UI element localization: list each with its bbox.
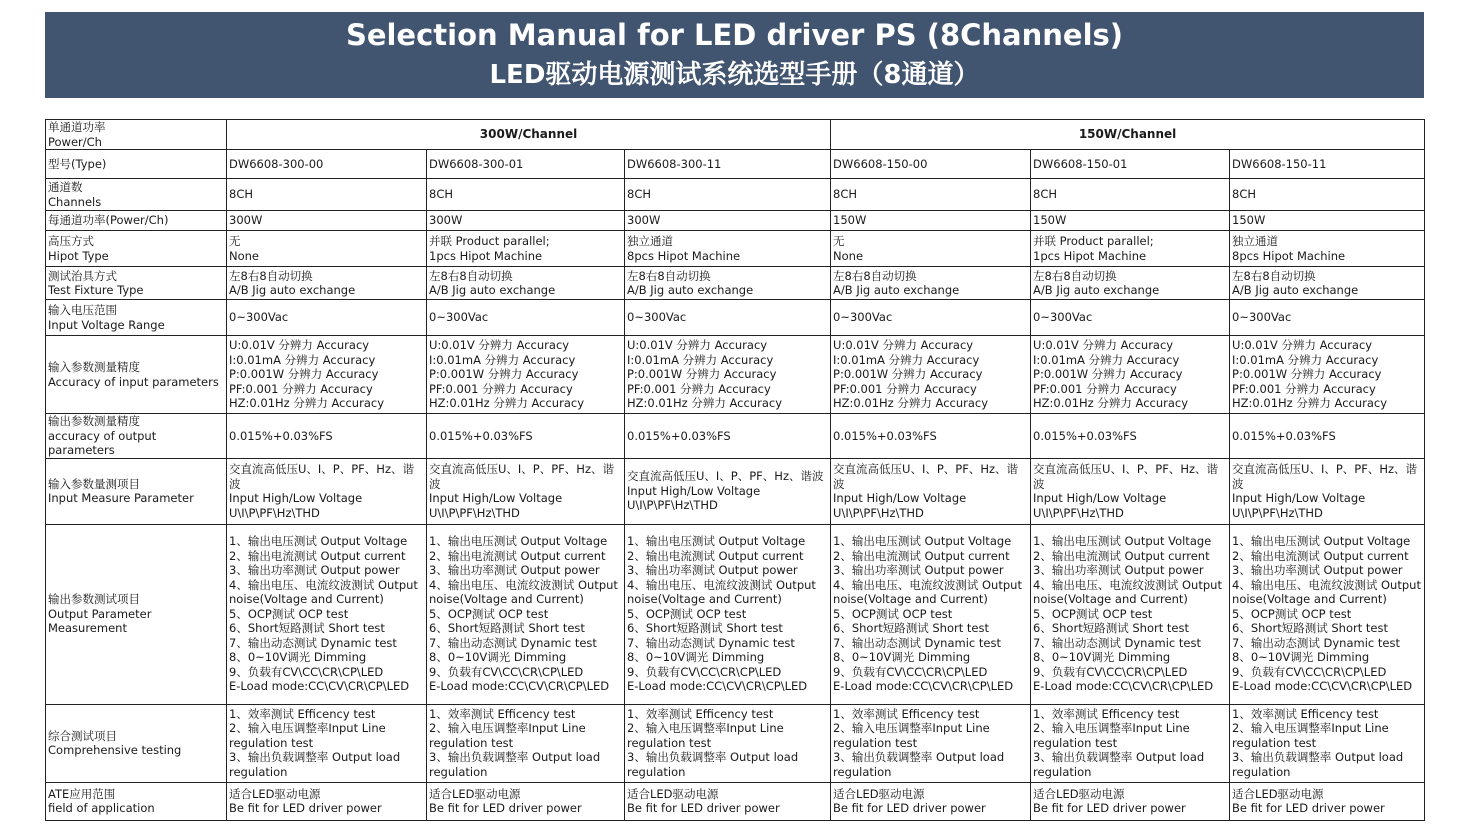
table-row	[46, 179, 1425, 211]
table-cell: 无 None	[831, 231, 1031, 267]
table-row	[46, 267, 1425, 300]
table-cell: 150W	[831, 211, 1031, 231]
table-cell: 交直流高低压U、I、P、PF、Hz、谐波 Input High/Low Voltage U\I\P\PF\Hz\THD	[227, 458, 427, 524]
power-row	[46, 120, 1425, 150]
table-row	[46, 524, 1425, 704]
selection-table	[45, 119, 1425, 821]
table-cell: 独立通道 8pcs Hipot Machine	[625, 231, 831, 267]
row-label: 输入电压范围 Input Voltage Range	[46, 300, 227, 336]
row-label: 输出参数测量精度 accuracy of output parameters	[46, 414, 227, 459]
table-cell: 8CH	[427, 179, 625, 211]
table-row	[46, 336, 1425, 414]
table-cell: 1、效率测试 Efficency test 2、输入电压调整率Input Line regulation test 3、输出负载调整率 Output load regulation	[427, 704, 625, 782]
table-cell: 适合LED驱动电源 Be fit for LED driver power	[1031, 782, 1230, 820]
table-cell: 左8右8自动切换 A/B Jig auto exchange	[625, 267, 831, 300]
group-header-150w: 150W/Channel	[831, 120, 1425, 150]
table-cell: 150W	[1230, 211, 1425, 231]
table-cell: U:0.01V 分辨力 Accuracy I:0.01mA 分辨力 Accuracy P:0.001W 分辨力 Accuracy PF:0.001 分辨力 Accuracy HZ:0.01Hz 分辨力 Accuracy	[625, 336, 831, 414]
table-cell: 8CH	[1031, 179, 1230, 211]
table-cell: 左8右8自动切换 A/B Jig auto exchange	[427, 267, 625, 300]
title-chinese: LED驱动电源测试系统选型手册（8通道）	[489, 60, 980, 90]
table-cell: U:0.01V 分辨力 Accuracy I:0.01mA 分辨力 Accuracy P:0.001W 分辨力 Accuracy PF:0.001 分辨力 Accuracy HZ:0.01Hz 分辨力 Accuracy	[831, 336, 1031, 414]
table-cell: 左8右8自动切换 A/B Jig auto exchange	[831, 267, 1031, 300]
row-label: 测试治具方式 Test Fixture Type	[46, 267, 227, 300]
table-cell: 交直流高低压U、I、P、PF、Hz、谐波 Input High/Low Voltage U\I\P\PF\Hz\THD	[831, 458, 1031, 524]
table-cell: 0.015%+0.03%FS	[1031, 414, 1230, 459]
table-cell: DW6608-150-01	[1031, 150, 1230, 179]
table-row	[46, 458, 1425, 524]
row-label: 高压方式 Hipot Type	[46, 231, 227, 267]
table-cell: 0~300Vac	[1031, 300, 1230, 336]
title-banner	[45, 12, 1424, 98]
table-cell: 交直流高低压U、I、P、PF、Hz、谐波 Input High/Low Voltage U\I\P\PF\Hz\THD	[427, 458, 625, 524]
table-cell: 8CH	[1230, 179, 1425, 211]
table-cell: 0~300Vac	[625, 300, 831, 336]
row-label: 输出参数测试项目 Output Parameter Measurement	[46, 524, 227, 704]
table-cell: 300W	[625, 211, 831, 231]
table-cell: 8CH	[831, 179, 1031, 211]
table-cell: DW6608-150-00	[831, 150, 1031, 179]
table-cell: 0~300Vac	[831, 300, 1031, 336]
table-cell: 0.015%+0.03%FS	[1230, 414, 1425, 459]
table-cell: 并联 Product parallel; 1pcs Hipot Machine	[1031, 231, 1230, 267]
table-cell: 1、输出电压测试 Output Voltage 2、输出电流测试 Output current 3、输出功率测试 Output power 4、输出电压、电流纹波测试 Output noise(Voltage and Current) 5、OCP测试 OCP test 6、Short短路测试 Short test 7、输出动态测试 Dynamic test 8、0~10V调光 Dimming 9、负载有CV\CC\CR\CP\LED E-Load mode:CC\CV\CR\CP\LED	[427, 524, 625, 704]
table-cell: U:0.01V 分辨力 Accuracy I:0.01mA 分辨力 Accuracy P:0.001W 分辨力 Accuracy PF:0.001 分辨力 Accuracy HZ:0.01Hz 分辨力 Accuracy	[1031, 336, 1230, 414]
table-cell: 0.015%+0.03%FS	[831, 414, 1031, 459]
table-cell: 8CH	[625, 179, 831, 211]
row-label: 通道数 Channels	[46, 179, 227, 211]
table-cell: 交直流高低压U、I、P、PF、Hz、谐波 Input High/Low Voltage U\I\P\PF\Hz\THD	[1230, 458, 1425, 524]
row-label: 综合测试项目 Comprehensive testing	[46, 704, 227, 782]
table-cell: 1、效率测试 Efficency test 2、输入电压调整率Input Line regulation test 3、输出负载调整率 Output load regulation	[831, 704, 1031, 782]
table-cell: 0.015%+0.03%FS	[427, 414, 625, 459]
table-row	[46, 414, 1425, 459]
table-cell: 左8右8自动切换 A/B Jig auto exchange	[227, 267, 427, 300]
row-label: 单通道功率 Power/Ch	[46, 120, 227, 150]
table-cell: DW6608-300-11	[625, 150, 831, 179]
table-cell: 无 None	[227, 231, 427, 267]
table-cell: 并联 Product parallel; 1pcs Hipot Machine	[427, 231, 625, 267]
table-cell: 左8右8自动切换 A/B Jig auto exchange	[1031, 267, 1230, 300]
row-label: 每通道功率(Power/Ch)	[46, 211, 227, 231]
table-row	[46, 782, 1425, 820]
table-cell: DW6608-150-11	[1230, 150, 1425, 179]
table-cell: 0~300Vac	[427, 300, 625, 336]
table-cell: 150W	[1031, 211, 1230, 231]
table-cell: 适合LED驱动电源 Be fit for LED driver power	[625, 782, 831, 820]
table-cell: 1、效率测试 Efficency test 2、输入电压调整率Input Line regulation test 3、输出负载调整率 Output load regulation	[1230, 704, 1425, 782]
table-row	[46, 150, 1425, 179]
table-cell: 0.015%+0.03%FS	[625, 414, 831, 459]
row-label: 型号(Type)	[46, 150, 227, 179]
table-cell: 独立通道 8pcs Hipot Machine	[1230, 231, 1425, 267]
table-cell: U:0.01V 分辨力 Accuracy I:0.01mA 分辨力 Accuracy P:0.001W 分辨力 Accuracy PF:0.001 分辨力 Accuracy HZ:0.01Hz 分辨力 Accuracy	[227, 336, 427, 414]
group-header-300w: 300W/Channel	[227, 120, 831, 150]
table-cell: 0~300Vac	[227, 300, 427, 336]
table-cell: 1、输出电压测试 Output Voltage 2、输出电流测试 Output current 3、输出功率测试 Output power 4、输出电压、电流纹波测试 Output noise(Voltage and Current) 5、OCP测试 OCP test 6、Short短路测试 Short test 7、输出动态测试 Dynamic test 8、0~10V调光 Dimming 9、负载有CV\CC\CR\CP\LED E-Load mode:CC\CV\CR\CP\LED	[1031, 524, 1230, 704]
table-cell: 交直流高低压U、I、P、PF、Hz、谐波 Input High/Low Voltage U\I\P\PF\Hz\THD	[625, 458, 831, 524]
table-cell: 1、输出电压测试 Output Voltage 2、输出电流测试 Output current 3、输出功率测试 Output power 4、输出电压、电流纹波测试 Output noise(Voltage and Current) 5、OCP测试 OCP test 6、Short短路测试 Short test 7、输出动态测试 Dynamic test 8、0~10V调光 Dimming 9、负载有CV\CC\CR\CP\LED E-Load mode:CC\CV\CR\CP\LED	[831, 524, 1031, 704]
table-cell: DW6608-300-00	[227, 150, 427, 179]
table-cell: 300W	[427, 211, 625, 231]
table-cell: 适合LED驱动电源 Be fit for LED driver power	[227, 782, 427, 820]
table-cell: 0.015%+0.03%FS	[227, 414, 427, 459]
table-cell: 1、输出电压测试 Output Voltage 2、输出电流测试 Output current 3、输出功率测试 Output power 4、输出电压、电流纹波测试 Output noise(Voltage and Current) 5、OCP测试 OCP test 6、Short短路测试 Short test 7、输出动态测试 Dynamic test 8、0~10V调光 Dimming 9、负载有CV\CC\CR\CP\LED E-Load mode:CC\CV\CR\CP\LED	[227, 524, 427, 704]
table-cell: 交直流高低压U、I、P、PF、Hz、谐波 Input High/Low Voltage U\I\P\PF\Hz\THD	[1031, 458, 1230, 524]
table-cell: 300W	[227, 211, 427, 231]
table-row	[46, 704, 1425, 782]
table-row	[46, 300, 1425, 336]
table-cell: 1、效率测试 Efficency test 2、输入电压调整率Input Line regulation test 3、输出负载调整率 Output load regulation	[1031, 704, 1230, 782]
table-row	[46, 211, 1425, 231]
table-cell: 1、效率测试 Efficency test 2、输入电压调整率Input Line regulation test 3、输出负载调整率 Output load regulation	[227, 704, 427, 782]
table-cell: 1、效率测试 Efficency test 2、输入电压调整率Input Line regulation test 3、输出负载调整率 Output load regulation	[625, 704, 831, 782]
table-row	[46, 231, 1425, 267]
row-label: 输入参数测量精度 Accuracy of input parameters	[46, 336, 227, 414]
table-cell: 0~300Vac	[1230, 300, 1425, 336]
table-cell: U:0.01V 分辨力 Accuracy I:0.01mA 分辨力 Accuracy P:0.001W 分辨力 Accuracy PF:0.001 分辨力 Accuracy HZ:0.01Hz 分辨力 Accuracy	[427, 336, 625, 414]
table-cell: 1、输出电压测试 Output Voltage 2、输出电流测试 Output current 3、输出功率测试 Output power 4、输出电压、电流纹波测试 Output noise(Voltage and Current) 5、OCP测试 OCP test 6、Short短路测试 Short test 7、输出动态测试 Dynamic test 8、0~10V调光 Dimming 9、负载有CV\CC\CR\CP\LED E-Load mode:CC\CV\CR\CP\LED	[625, 524, 831, 704]
title-english: Selection Manual for LED driver PS (8Channels)	[345, 18, 1124, 52]
table-cell: 1、输出电压测试 Output Voltage 2、输出电流测试 Output current 3、输出功率测试 Output power 4、输出电压、电流纹波测试 Output noise(Voltage and Current) 5、OCP测试 OCP test 6、Short短路测试 Short test 7、输出动态测试 Dynamic test 8、0~10V调光 Dimming 9、负载有CV\CC\CR\CP\LED E-Load mode:CC\CV\CR\CP\LED	[1230, 524, 1425, 704]
table-cell: 左8右8自动切换 A/B Jig auto exchange	[1230, 267, 1425, 300]
table-cell: U:0.01V 分辨力 Accuracy I:0.01mA 分辨力 Accuracy P:0.001W 分辨力 Accuracy PF:0.001 分辨力 Accuracy HZ:0.01Hz 分辨力 Accuracy	[1230, 336, 1425, 414]
table-cell: 适合LED驱动电源 Be fit for LED driver power	[1230, 782, 1425, 820]
row-label: 输入参数量测项目 Input Measure Parameter	[46, 458, 227, 524]
table-cell: 适合LED驱动电源 Be fit for LED driver power	[831, 782, 1031, 820]
row-label: ATE应用范围 field of application	[46, 782, 227, 820]
table-cell: DW6608-300-01	[427, 150, 625, 179]
table-cell: 适合LED驱动电源 Be fit for LED driver power	[427, 782, 625, 820]
table-cell: 8CH	[227, 179, 427, 211]
